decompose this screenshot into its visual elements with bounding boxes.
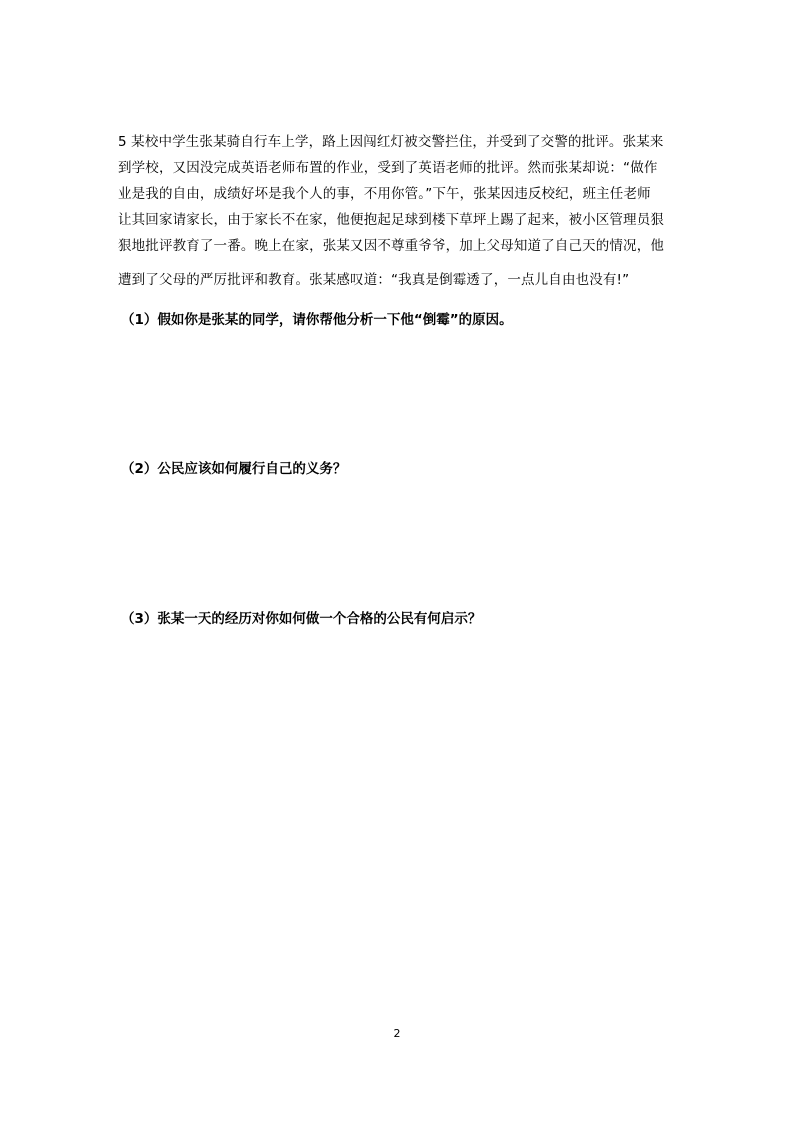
passage-line-4: 让其回家请家长，由于家长不在家，他便抱起足球到楼下草坪上踢了起来，被小区管理员狠	[118, 212, 664, 228]
passage-line-5: 狠地批评教育了一番。晚上在家，张某又因不尊重爷爷，加上父母知道了自己天的情况，他	[118, 238, 664, 254]
question-2: （2）公民应该如何履行自己的义务？	[121, 461, 347, 477]
page-number: 2	[393, 1027, 401, 1040]
passage-line-6: 遭到了父母的严厉批评和教育。张某感叹道：“我真是倒霉透了，一点儿自由也没有!”	[118, 272, 630, 288]
passage-line-3: 业是我的自由，成绩好坏是我个人的事，不用你管。”下午，张某因违反校纪，班主任老师	[118, 186, 651, 202]
passage-line-2: 到学校，又因没完成英语老师布置的作业，受到了英语老师的批评。然而张某却说：“做作	[118, 160, 658, 176]
question-3: （3）张某一天的经历对你如何做一个合格的公民有何启示？	[121, 611, 482, 627]
question-1: （1）假如你是张某的同学，请你帮他分析一下他“倒霉”的原因。	[121, 312, 513, 328]
passage-line-1: 5 某校中学生张某骑自行车上学，路上因闯红灯被交警拦住，并受到了交警的批评。张某来	[118, 134, 664, 150]
